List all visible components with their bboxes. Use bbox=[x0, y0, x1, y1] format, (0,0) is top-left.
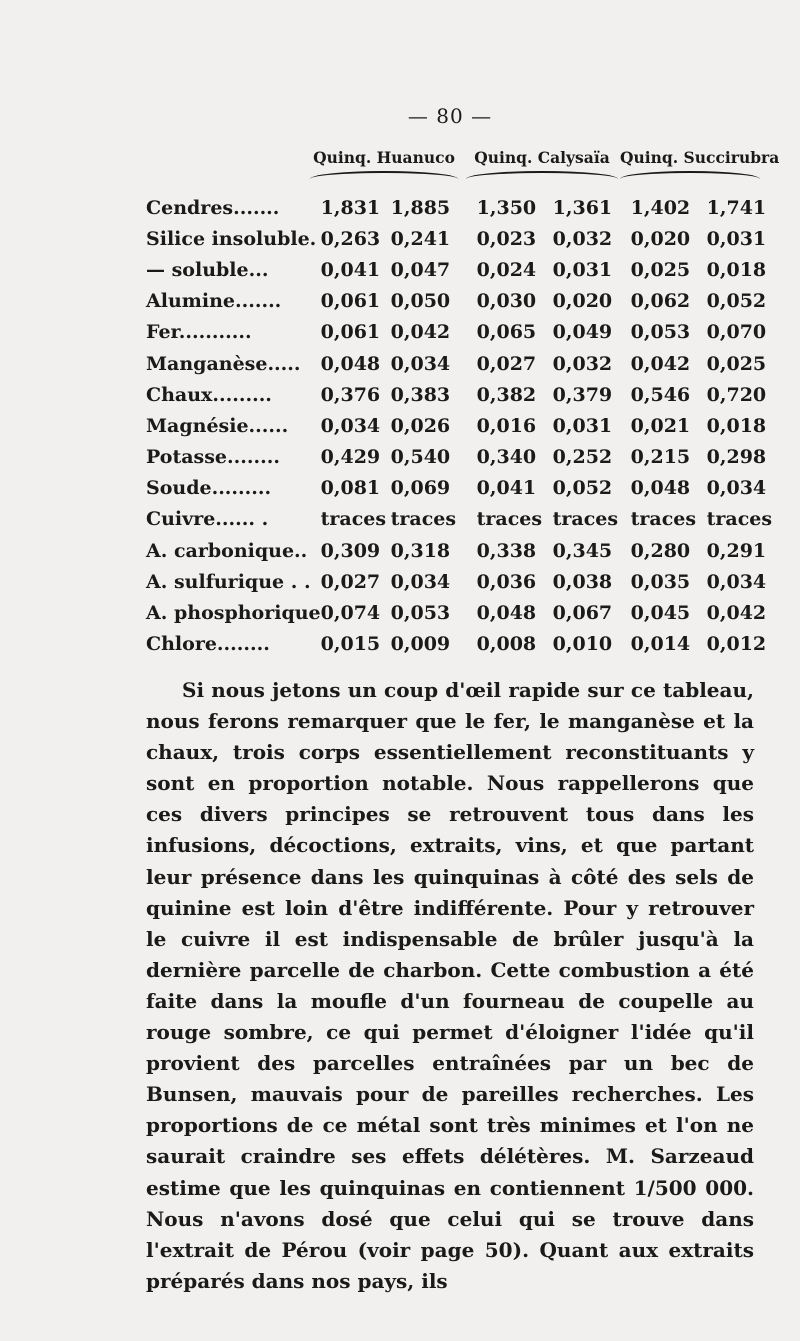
table-cell: 0,025 bbox=[706, 352, 767, 375]
table-row bbox=[146, 629, 772, 660]
table-cell: 0,026 bbox=[390, 414, 451, 437]
table-cell: 0,280 bbox=[630, 539, 691, 562]
table-cell: 0,031 bbox=[706, 227, 767, 250]
table-cell: traces bbox=[552, 508, 619, 531]
row-label: A. sulfurique . . bbox=[146, 570, 311, 593]
brace-decoration bbox=[310, 171, 458, 179]
row-label: A. phosphorique bbox=[146, 602, 321, 625]
row-label: Magnésie...... bbox=[146, 414, 289, 437]
table-cell: 0,016 bbox=[476, 414, 537, 437]
column-header-label: Quinq. Succirubra bbox=[620, 148, 780, 167]
column-header-huanuco bbox=[310, 148, 458, 179]
row-label: A. carbonique.. bbox=[146, 539, 308, 562]
table-cell: 0,061 bbox=[320, 290, 381, 313]
table-row bbox=[146, 192, 772, 223]
table-cell: 0,048 bbox=[320, 352, 381, 375]
table-cell: 0,050 bbox=[390, 290, 451, 313]
table-cell: 0,069 bbox=[390, 477, 451, 500]
table-cell: 0,032 bbox=[552, 352, 613, 375]
table-cell: 0,008 bbox=[476, 633, 537, 656]
table-cell: 0,048 bbox=[476, 602, 537, 625]
table-row bbox=[146, 286, 772, 317]
table-cell: 0,027 bbox=[320, 570, 381, 593]
table-cell: 0,035 bbox=[630, 570, 691, 593]
table-row bbox=[146, 566, 772, 597]
body-paragraph: Si nous jetons un coup d'œil rapide sur ce tableau, nous ferons remarquer que le fer, le manganèse et la chaux, trois corps essentiellement reconstituants y sont en proportion notable. Nous rappellerons que ces divers principes se retrouvent tous dans les infusions, décoctions, extraits, vins, et que partant leur présence dans les quinquinas à côté des sels de quinine est loin d'être indifférente. Pour y retrouver le cuivre il est indispensable de brûler jusqu'à la dernière parcelle de charbon. Cette combustion a été faite dans la moufle d'un fourneau de coupelle au rouge sombre, ce qui permet d'éloigner l'idée qu'il provient des parcelles entraînées par un bec de Bunsen, mauvais pour de pareilles recherches. Les proportions de ce métal sont très minimes et l'on ne saurait craindre ses effets délétères. M. Sarzeaud estime que les quinquinas en contiennent 1/500 000. Nous n'avons dosé que celui qui se trouve dans l'extrait de Pérou (voir page 50). Quant aux extraits préparés dans nos pays, ils bbox=[146, 678, 754, 1293]
table-cell: 0,053 bbox=[630, 321, 691, 344]
table-cell: 0,318 bbox=[390, 539, 451, 562]
table-cell: 0,034 bbox=[320, 414, 381, 437]
table-cell: 0,062 bbox=[630, 290, 691, 313]
table-cell: 0,015 bbox=[320, 633, 381, 656]
table-cell: 0,052 bbox=[706, 290, 767, 313]
table-cell: 0,032 bbox=[552, 227, 613, 250]
table-cell: 0,045 bbox=[630, 602, 691, 625]
row-label: Potasse........ bbox=[146, 446, 280, 469]
table-cell: 0,070 bbox=[706, 321, 767, 344]
table-cell: traces bbox=[706, 508, 773, 531]
table-cell: 0,042 bbox=[390, 321, 451, 344]
table-cell: 0,546 bbox=[630, 383, 691, 406]
table-row bbox=[146, 535, 772, 566]
row-label: Chaux......... bbox=[146, 383, 272, 406]
table-cell: 0,429 bbox=[320, 446, 381, 469]
table-cell: 0,291 bbox=[706, 539, 767, 562]
table-cell: 0,034 bbox=[706, 570, 767, 593]
table-cell: 0,540 bbox=[390, 446, 451, 469]
table-cell: 0,021 bbox=[630, 414, 691, 437]
table-cell: 0,034 bbox=[390, 570, 451, 593]
row-label: Alumine....... bbox=[146, 290, 282, 313]
table-cell: 0,036 bbox=[476, 570, 537, 593]
table-cell: 0,042 bbox=[630, 352, 691, 375]
table-cell: 0,023 bbox=[476, 227, 537, 250]
table-row bbox=[146, 410, 772, 441]
table-cell: 0,041 bbox=[476, 477, 537, 500]
table-cell: 0,049 bbox=[552, 321, 613, 344]
table-cell: 0,034 bbox=[706, 477, 767, 500]
brace-decoration bbox=[466, 171, 618, 179]
table-cell: 0,031 bbox=[552, 414, 613, 437]
table-cell: 0,030 bbox=[476, 290, 537, 313]
table-cell: 1,831 bbox=[320, 196, 381, 219]
table-cell: 0,048 bbox=[630, 477, 691, 500]
table-cell: 0,041 bbox=[320, 258, 381, 281]
table-row bbox=[146, 473, 772, 504]
table-cell: 0,010 bbox=[552, 633, 613, 656]
table-cell: 0,052 bbox=[552, 477, 613, 500]
table-cell: 0,047 bbox=[390, 258, 451, 281]
column-header-calysaia bbox=[466, 148, 618, 179]
brace-decoration bbox=[620, 171, 760, 179]
table-cell: 0,340 bbox=[476, 446, 537, 469]
table-cell: 0,065 bbox=[476, 321, 537, 344]
table-cell: 0,020 bbox=[552, 290, 613, 313]
table-cell: 0,382 bbox=[476, 383, 537, 406]
table-row bbox=[146, 223, 772, 254]
table-cell: 0,720 bbox=[706, 383, 767, 406]
table-cell: 1,885 bbox=[390, 196, 451, 219]
table-cell: 0,018 bbox=[706, 258, 767, 281]
table-cell: 0,034 bbox=[390, 352, 451, 375]
table-cell: 0,018 bbox=[706, 414, 767, 437]
table-cell: 0,009 bbox=[390, 633, 451, 656]
table-cell: 0,027 bbox=[476, 352, 537, 375]
table-row bbox=[146, 254, 772, 285]
table-cell: 0,081 bbox=[320, 477, 381, 500]
table-row bbox=[146, 348, 772, 379]
row-label: Chlore........ bbox=[146, 633, 270, 656]
table-cell: 0,309 bbox=[320, 539, 381, 562]
table-cell: 0,031 bbox=[552, 258, 613, 281]
table-cell: 0,025 bbox=[630, 258, 691, 281]
table-row bbox=[146, 317, 772, 348]
table-cell: 0,215 bbox=[630, 446, 691, 469]
table-cell: 0,053 bbox=[390, 602, 451, 625]
table-cell: 0,042 bbox=[706, 602, 767, 625]
table-row bbox=[146, 442, 772, 473]
table-cell: 0,020 bbox=[630, 227, 691, 250]
table-cell: 0,038 bbox=[552, 570, 613, 593]
row-label: Soude......... bbox=[146, 477, 272, 500]
table-cell: 0,252 bbox=[552, 446, 613, 469]
table-row bbox=[146, 504, 772, 535]
column-header-succirubra bbox=[620, 148, 780, 179]
row-label: Silice insoluble. bbox=[146, 227, 317, 250]
column-headers bbox=[0, 148, 800, 188]
table-cell: 1,350 bbox=[476, 196, 537, 219]
row-label: Manganèse..... bbox=[146, 352, 301, 375]
table-row bbox=[146, 597, 772, 628]
page-number: — 80 — bbox=[407, 104, 493, 128]
table-cell: 0,241 bbox=[390, 227, 451, 250]
row-label: Fer........... bbox=[146, 321, 252, 344]
table-cell: 0,263 bbox=[320, 227, 381, 250]
row-label: Cendres....... bbox=[146, 196, 280, 219]
table-cell: 0,061 bbox=[320, 321, 381, 344]
table-cell: 0,345 bbox=[552, 539, 613, 562]
table-cell: 0,298 bbox=[706, 446, 767, 469]
table-cell: 1,361 bbox=[552, 196, 613, 219]
row-label: — soluble... bbox=[146, 258, 269, 281]
column-header-label: Quinq. Huanuco bbox=[313, 148, 455, 167]
table-cell: 0,383 bbox=[390, 383, 451, 406]
table-cell: traces bbox=[630, 508, 697, 531]
table-cell: 0,338 bbox=[476, 539, 537, 562]
table-cell: 0,014 bbox=[630, 633, 691, 656]
table-cell: 0,024 bbox=[476, 258, 537, 281]
table-row bbox=[146, 379, 772, 410]
table-cell: 0,379 bbox=[552, 383, 613, 406]
table-cell: traces bbox=[320, 508, 387, 531]
column-header-label: Quinq. Calysaïa bbox=[474, 148, 610, 167]
table-cell: 1,741 bbox=[706, 196, 767, 219]
table-body bbox=[146, 192, 772, 660]
table-cell: 0,012 bbox=[706, 633, 767, 656]
table-cell: traces bbox=[390, 508, 457, 531]
row-label: Cuivre...... . bbox=[146, 508, 269, 531]
composition-table bbox=[146, 192, 772, 660]
table-cell: 1,402 bbox=[630, 196, 691, 219]
table-cell: 0,074 bbox=[320, 602, 381, 625]
table-cell: 0,376 bbox=[320, 383, 381, 406]
table-cell: 0,067 bbox=[552, 602, 613, 625]
table-cell: traces bbox=[476, 508, 543, 531]
